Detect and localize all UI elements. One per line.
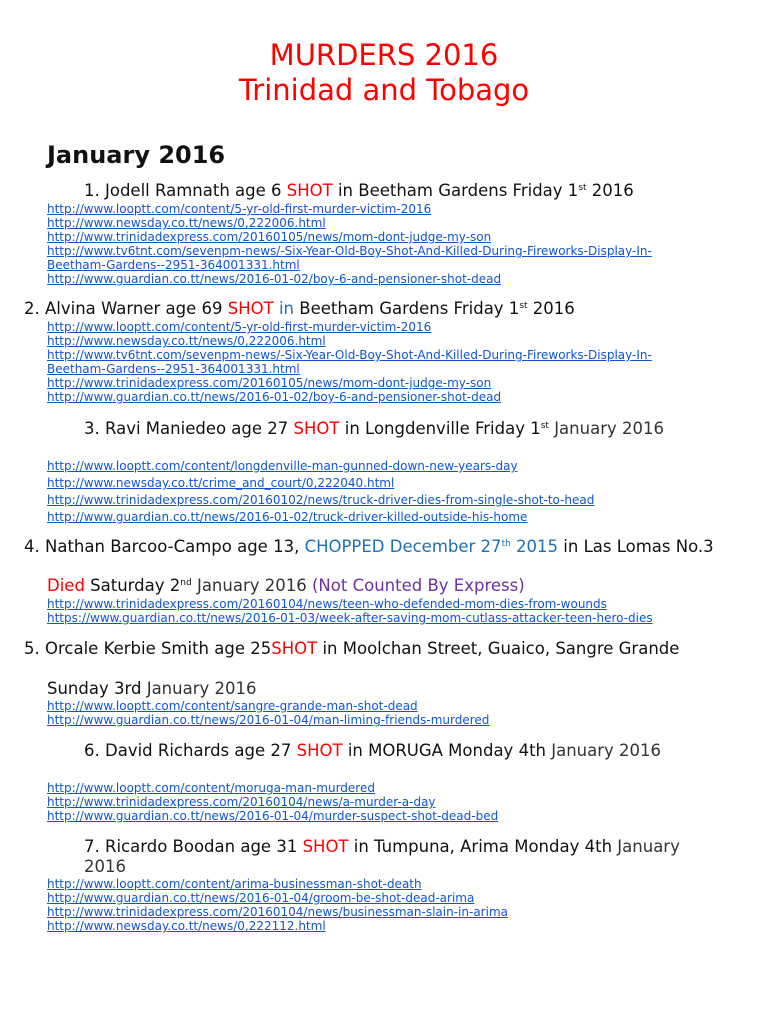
victim-entry-3 [84, 419, 684, 439]
entry-preposition: in [278, 299, 295, 318]
victim-entry-2 [24, 299, 575, 319]
entry-year: 2016 [532, 299, 575, 318]
entry-number: 6. [84, 741, 100, 760]
source-links-6 [47, 781, 498, 823]
source-links-7 [47, 877, 508, 933]
entry-detail: in Las Lomas No.3 [563, 537, 714, 556]
entry-number: 7. [84, 837, 100, 856]
cause-of-death: SHOT [293, 419, 340, 438]
entry-year: 2015 [516, 537, 559, 556]
entry-number: 1. [84, 181, 100, 200]
source-link[interactable]: http://www.looptt.com/content/5-yr-old-first-murder-victim-2016 [47, 202, 432, 216]
source-link[interactable]: http://www.newsday.co.tt/crime_and_court/0,222040.html [47, 476, 395, 490]
entry-date: January 2016 [554, 419, 664, 438]
died-line [47, 576, 525, 596]
source-links-3 [47, 458, 594, 526]
victim-entry-4 [24, 537, 724, 557]
entry-date: January 2016 [146, 679, 257, 698]
source-link[interactable]: http://www.guardian.co.tt/news/2016-01-02/truck-driver-killed-outside-his-home [47, 510, 528, 524]
source-links-1 [47, 202, 707, 286]
source-link[interactable]: http://www.newsday.co.tt/news/0,222006.html [47, 334, 326, 348]
date-suffix: st [578, 183, 587, 193]
date-suffix: st [519, 301, 528, 311]
cause-of-death: SHOT [296, 741, 343, 760]
victim-entry-6 [84, 741, 684, 761]
date-suffix: nd [180, 578, 192, 588]
source-link[interactable]: http://www.guardian.co.tt/news/2016-01-04/man-liming-friends-murdered [47, 713, 490, 727]
date-suffix: th [501, 539, 511, 549]
victim-name: Nathan Barcoo-Campo age 13, [45, 537, 300, 556]
source-link[interactable]: https://www.guardian.co.tt/news/2016-01-03/week-after-saving-mom-cutlass-attacker-teen-hero-dies [47, 611, 653, 625]
victim-entry-7 [84, 837, 684, 877]
express-note: (Not Counted By Express) [312, 576, 525, 595]
entry-day: Sunday 3rd [47, 679, 142, 698]
entry-number: 5. [24, 639, 40, 658]
entry-number: 3. [84, 419, 100, 438]
entry-year: 2016 [591, 181, 634, 200]
date-line-5 [47, 679, 257, 699]
entry-detail: in MORUGA Monday 4th [347, 741, 546, 760]
source-link[interactable]: http://www.tv6tnt.com/sevenpm-news/-Six-Year-Old-Boy-Shot-And-Killed-During-Fireworks-Display-In-Beetham-Gardens--2951-364001331.html [47, 244, 652, 272]
source-link[interactable]: http://www.trinidadexpress.com/20160104/news/businessman-slain-in-arima [47, 905, 508, 919]
source-link[interactable]: http://www.tv6tnt.com/sevenpm-news/-Six-Year-Old-Boy-Shot-And-Killed-During-Fireworks-Display-In-Beetham-Gardens--2951-364001331.html [47, 348, 652, 376]
source-link[interactable]: http://www.trinidadexpress.com/20160104/news/teen-who-defended-mom-dies-from-wounds [47, 597, 607, 611]
entry-number: 2. [24, 299, 40, 318]
month-heading: January 2016 [47, 141, 226, 169]
source-link[interactable]: http://www.newsday.co.tt/news/0,222112.html [47, 919, 326, 933]
date-suffix: st [540, 421, 549, 431]
source-link[interactable]: http://www.guardian.co.tt/news/2016-01-02/boy-6-and-pensioner-shot-dead [47, 272, 502, 286]
source-link[interactable]: http://www.trinidadexpress.com/20160105/news/mom-dont-judge-my-son [47, 230, 492, 244]
died-date: Saturday 2 [90, 576, 181, 595]
source-link[interactable]: http://www.newsday.co.tt/news/0,222006.html [47, 216, 326, 230]
source-link[interactable]: http://www.guardian.co.tt/news/2016-01-04/murder-suspect-shot-dead-bed [47, 809, 499, 823]
entry-detail: in Longdenville Friday 1 [344, 419, 541, 438]
entry-number: 4. [24, 537, 40, 556]
victim-name: David Richards age 27 [105, 741, 292, 760]
source-links-4 [47, 597, 653, 625]
source-link[interactable]: http://www.looptt.com/content/longdenville-man-gunned-down-new-years-day [47, 459, 518, 473]
source-links-5 [47, 699, 489, 727]
source-link[interactable]: http://www.looptt.com/content/5-yr-old-first-murder-victim-2016 [47, 320, 432, 334]
source-link[interactable]: http://www.looptt.com/content/arima-businessman-shot-death [47, 877, 422, 891]
source-link[interactable]: http://www.trinidadexpress.com/20160102/news/truck-driver-dies-from-single-shot-to-head [47, 493, 595, 507]
cause-of-death: SHOT [271, 639, 318, 658]
source-link[interactable]: http://www.trinidadexpress.com/20160105/news/mom-dont-judge-my-son [47, 376, 492, 390]
victim-entry-5 [24, 639, 724, 659]
cause-of-death: SHOT [302, 837, 349, 856]
source-link[interactable]: http://www.trinidadexpress.com/20160104/news/a-murder-a-day [47, 795, 436, 809]
source-link[interactable]: http://www.guardian.co.tt/news/2016-01-02/boy-6-and-pensioner-shot-dead [47, 390, 502, 404]
entry-detail: in Beetham Gardens Friday 1 [337, 181, 579, 200]
victim-name: Jodell Ramnath age 6 [105, 181, 282, 200]
entry-detail: Beetham Gardens Friday 1 [299, 299, 520, 318]
victim-name: Alvina Warner age 69 [45, 299, 223, 318]
source-link[interactable]: http://www.guardian.co.tt/news/2016-01-04/groom-be-shot-dead-arima [47, 891, 475, 905]
entry-detail: in Tumpuna, Arima Monday 4th [353, 837, 613, 856]
died-label: Died [47, 576, 85, 595]
entry-date: January 2016 [84, 837, 680, 876]
cause-of-death: CHOPPED December 27 [304, 537, 502, 556]
victim-name: Ricardo Boodan age 31 [105, 837, 298, 856]
victim-name: Ravi Maniedeo age 27 [105, 419, 289, 438]
cause-of-death: SHOT [227, 299, 274, 318]
died-month: January 2016 [196, 576, 307, 595]
victim-name: Orcale Kerbie Smith age 25 [45, 639, 272, 658]
entry-detail: in Moolchan Street, Guaico, Sangre Grande [322, 639, 680, 658]
source-link[interactable]: http://www.looptt.com/content/moruga-man-murdered [47, 781, 375, 795]
victim-entry-1 [84, 181, 634, 201]
page-title: MURDERS 2016 [269, 38, 499, 72]
cause-of-death: SHOT [286, 181, 333, 200]
entry-date: January 2016 [551, 741, 662, 760]
source-links-2 [47, 320, 707, 404]
source-link[interactable]: http://www.looptt.com/content/sangre-grande-man-shot-dead [47, 699, 418, 713]
page-subtitle: Trinidad and Tobago [238, 73, 530, 107]
